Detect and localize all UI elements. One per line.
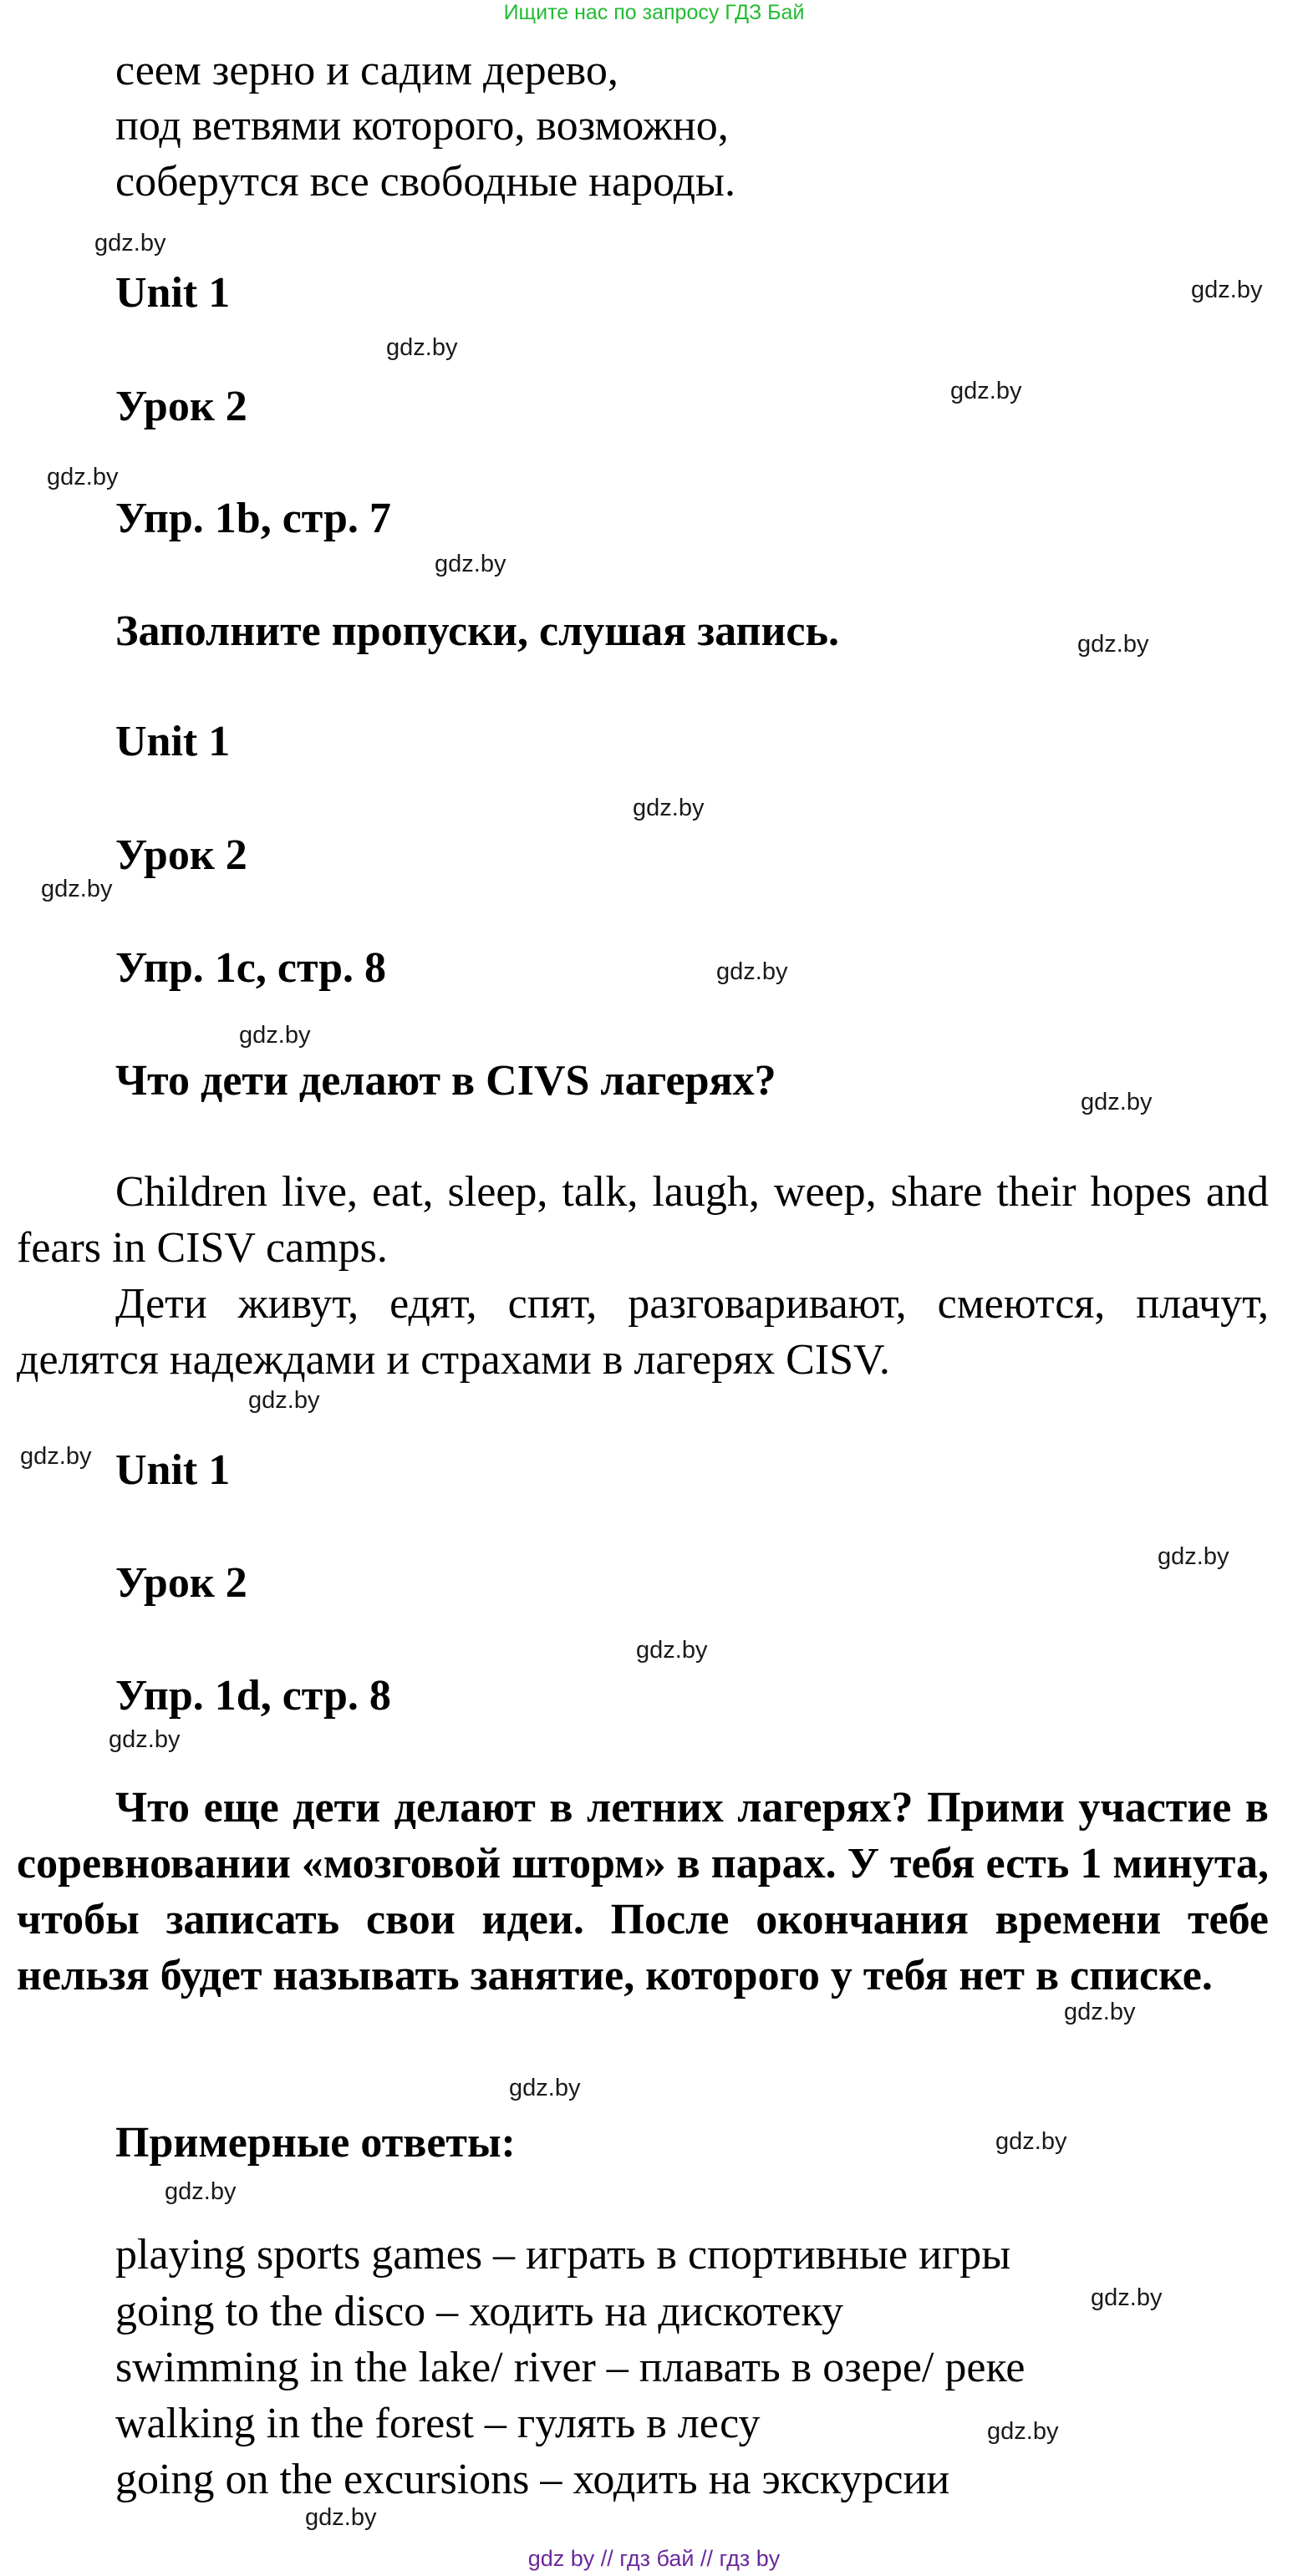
watermark: gdz.by (1081, 1089, 1153, 1115)
answer-item-2: going to the disco – ходить на дискотеку (115, 2288, 843, 2335)
poem-line-1: сеем зерно и садим дерево, (115, 47, 618, 94)
exercise-heading-3: Упр. 1d, стр. 8 (115, 1672, 391, 1720)
watermark: gdz.by (305, 2504, 377, 2531)
watermark: gdz.by (716, 958, 788, 985)
unit-heading-1: Unit 1 (115, 269, 231, 317)
answer-item-5: going on the excursions – ходить на экскурсии (115, 2456, 950, 2503)
task-heading-3: Что еще дети делают в летних лагерях? Прими участие в соревновании «мозговой шторм» в парах. У тебя есть 1 минута, чтобы записать свои идеи. После окончания времени тебе нельзя будет называть занятие, которого у тебя нет в списке. (17, 1784, 1269, 1999)
watermark: gdz.by (20, 1443, 92, 1470)
watermark: gdz.by (987, 2418, 1059, 2445)
unit-heading-2: Unit 1 (115, 718, 231, 765)
answer-item-3: swimming in the lake/ river – плавать в озере/ реке (115, 2344, 1026, 2391)
exercise-heading-1: Упр. 1b, стр. 7 (115, 495, 391, 542)
watermark: gdz.by (386, 334, 458, 361)
answer-item-4: walking in the forest – гулять в лесу (115, 2400, 761, 2447)
watermark: gdz.by (1091, 2284, 1163, 2311)
watermark: gdz.by (248, 1387, 320, 1414)
watermark: gdz.by (509, 2075, 581, 2101)
watermark: gdz.by (950, 378, 1022, 404)
unit-heading-3: Unit 1 (115, 1446, 231, 1494)
lesson-heading-2: Урок 2 (115, 831, 247, 879)
search-hint-link[interactable]: Ищите нас по запросу ГДЗ Бай (503, 1, 805, 24)
watermark: gdz.by (94, 230, 166, 257)
exercise-heading-2: Упр. 1с, стр. 8 (115, 944, 387, 992)
watermark: gdz.by (1064, 1999, 1136, 2025)
answers-title: Примерные ответы: (115, 2119, 516, 2167)
watermark: gdz.by (239, 1022, 311, 1049)
task-heading-2: Что дети делают в CIVS лагерях? (115, 1057, 776, 1105)
watermark: gdz.by (435, 551, 506, 577)
answer-english: Children live, eat, sleep, talk, laugh, weep, share their hopes and fears in CISV camps. (17, 1168, 1269, 1272)
watermark: gdz.by (47, 464, 119, 490)
poem-line-2: под ветвями которого, возможно, (115, 102, 729, 150)
watermark: gdz.by (633, 795, 705, 821)
lesson-heading-3: Урок 2 (115, 1559, 247, 1607)
watermark: gdz.by (41, 876, 113, 902)
watermark: gdz.by (1191, 277, 1263, 303)
watermark: gdz.by (109, 1726, 181, 1753)
poem-line-3: соберутся все свободные народы. (115, 158, 735, 206)
watermark: gdz.by (995, 2128, 1067, 2155)
answer-item-1: playing sports games – играть в спортивные игры (115, 2231, 1011, 2279)
watermark: gdz.by (1077, 631, 1149, 658)
lesson-heading-1: Урок 2 (115, 383, 247, 430)
answer-russian: Дети живут, едят, спят, разговаривают, смеются, плачут, делятся надеждами и страхами в лагерях CISV. (17, 1280, 1269, 1384)
watermark: gdz.by (1158, 1543, 1229, 1570)
footer-links[interactable]: gdz by // гдз бай // гдз by (527, 2546, 781, 2571)
watermark: gdz.by (636, 1637, 708, 1664)
watermark: gdz.by (165, 2178, 237, 2205)
task-heading-1: Заполните пропуски, слушая запись. (115, 607, 839, 655)
